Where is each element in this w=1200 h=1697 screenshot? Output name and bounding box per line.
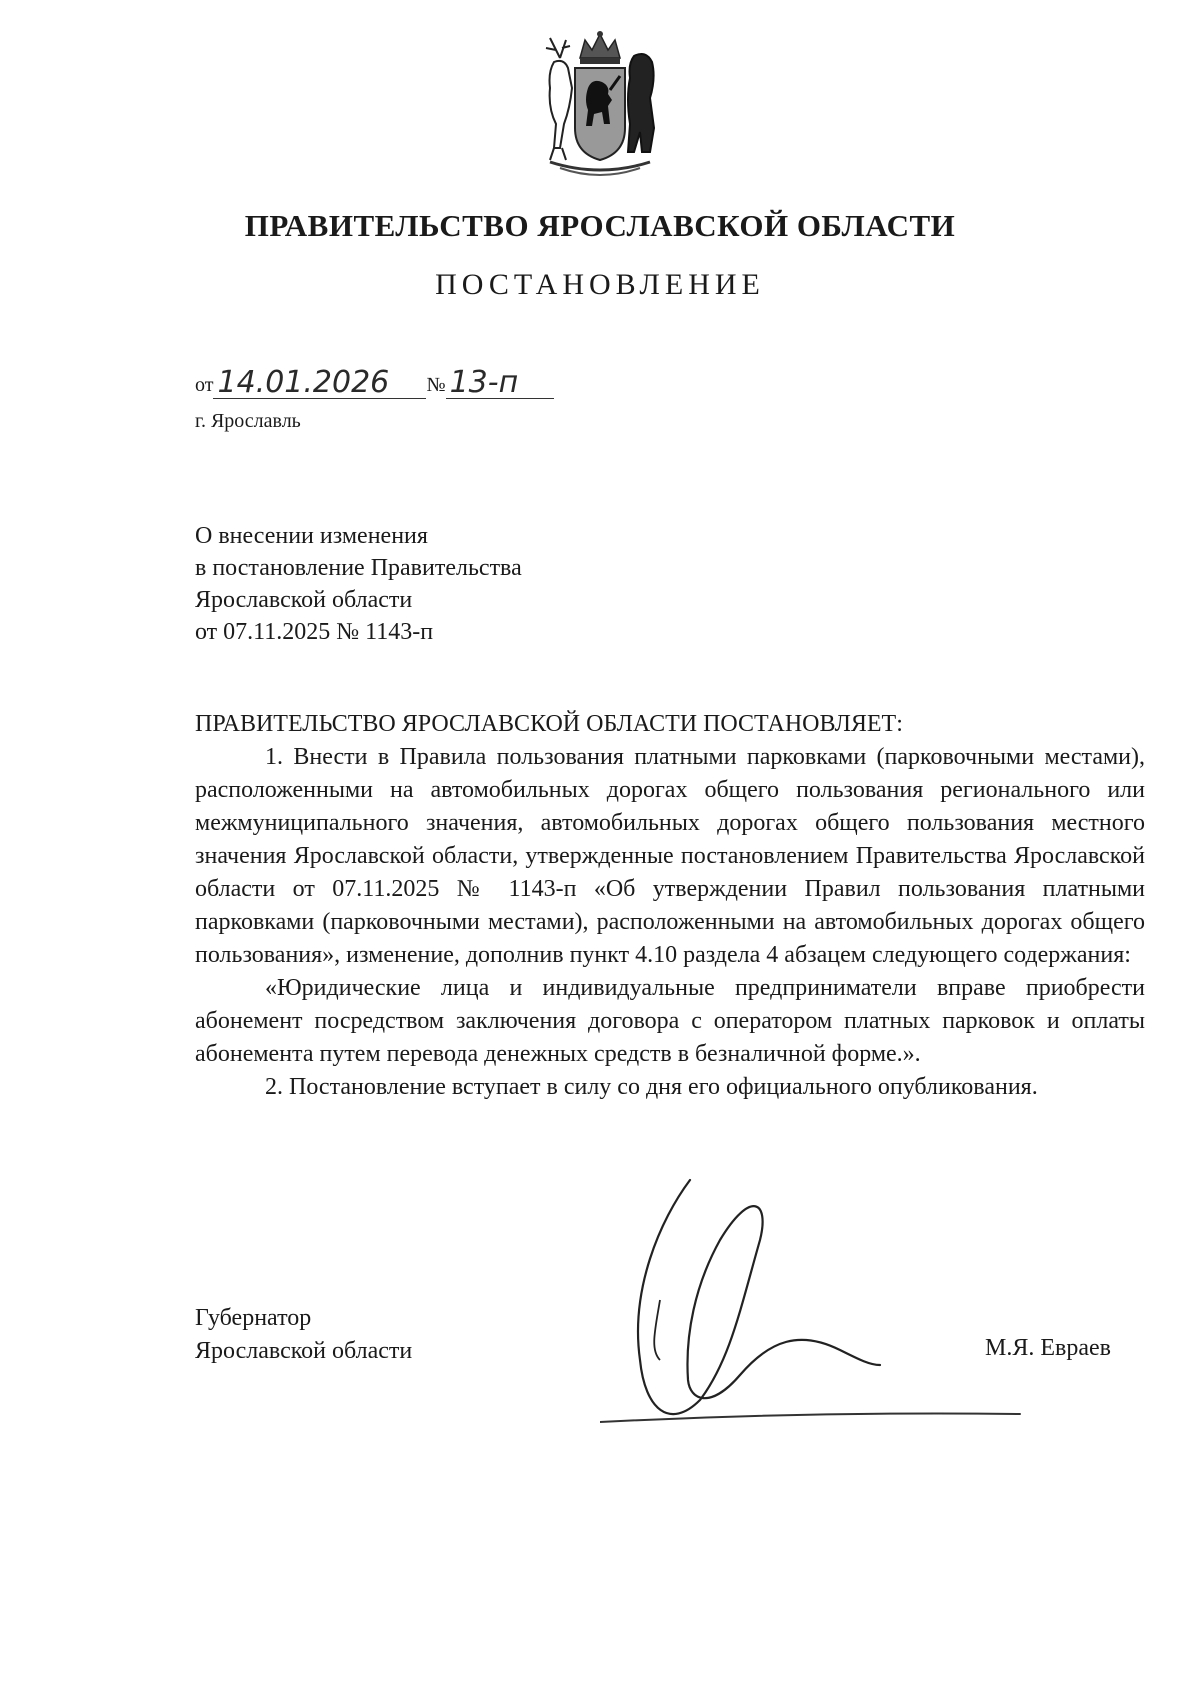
document-subject — [195, 520, 522, 648]
body-paragraph: 2. Постановление вступает в силу со дня его официального опубликования. — [265, 1074, 1038, 1100]
coat-of-arms-icon — [530, 28, 670, 178]
body-paragraph: 1. Внести в Правила пользования платными парковками (парковочными местами), расположенными на автомобильных дорогах общего пользования регионального или межмуниципального значения, автомобильных дорогах общего пользования местного значения Ярославской области, утвержденные постановлением Правительства Ярославской области от 07.11.2025 № 1143-п «Об утверждении Правил пользования платными парковками (парковочными местами), расположенными на автомобильных дорогах общего пользования», изменение, дополнив пункт 4.10 раздела 4 абзацем следующего содержания: — [195, 744, 1145, 968]
handwritten-signature-icon — [600, 1160, 1060, 1440]
city: г. Ярославль — [195, 410, 301, 432]
body-paragraph: «Юридические лица и индивидуальные предприниматели вправе приобрести абонемент посредством заключения договора с оператором платных парковок и оплаты абонемента путем перевода денежных средств в безналичной форме.». — [195, 975, 1145, 1067]
date-number-line — [195, 365, 554, 400]
subject-line: от 07.11.2025 № 1143-п — [195, 619, 434, 645]
signer-position-line: Ярославской области — [195, 1338, 413, 1364]
resolution-lead: ПРАВИТЕЛЬСТВО ЯРОСЛАВСКОЙ ОБЛАСТИ ПОСТАНОВЛЯЕТ: — [195, 711, 903, 737]
signer-name: М.Я. Евраев — [985, 1335, 1111, 1361]
document-body — [195, 708, 1145, 1104]
subject-line: Ярославской области — [195, 587, 413, 613]
signer-position-line: Губернатор — [195, 1305, 312, 1331]
handwritten-number: 13-п — [446, 368, 554, 399]
subject-line: в постановление Правительства — [195, 555, 522, 581]
subject-line: О внесении изменения — [195, 523, 428, 549]
date-prefix: от — [195, 374, 214, 396]
organization-title: ПРАВИТЕЛЬСТВО ЯРОСЛАВСКОЙ ОБЛАСТИ — [244, 208, 956, 243]
number-prefix: № — [426, 374, 446, 396]
signer-position — [195, 1302, 412, 1368]
handwritten-date: 14.01.2026 — [213, 368, 426, 399]
document-type: ПОСТАНОВЛЕНИЕ — [435, 268, 765, 301]
